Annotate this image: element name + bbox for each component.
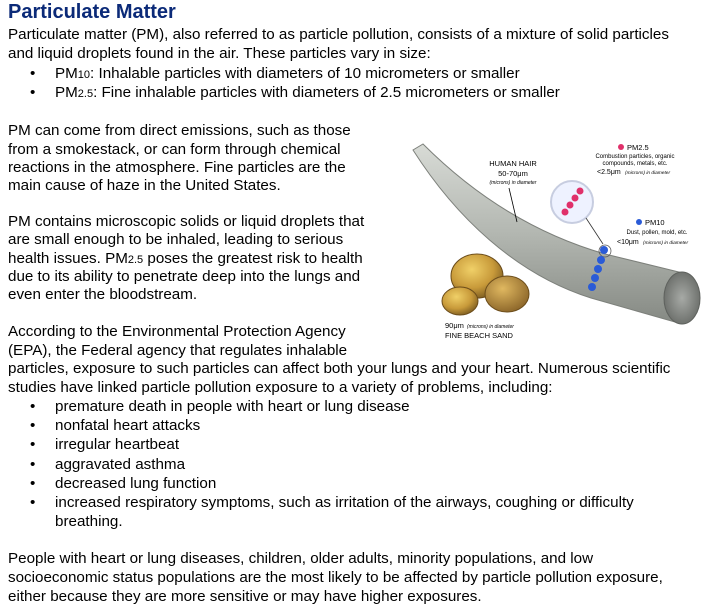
paragraph-line: People with heart or lung diseases, children, older adults, minority populations, and low xyxy=(8,550,594,567)
pm-subscript: 2.5 xyxy=(127,254,144,266)
pm10-particle xyxy=(591,274,599,282)
paragraph-line: either because they are more sensitive or may have higher exposures. xyxy=(8,588,482,605)
particle-size-illustration xyxy=(405,136,715,346)
intro-line-1: Particulate matter (PM), also referred to as particle pollution, consists of a mixture of solid particles xyxy=(8,26,669,43)
pm10-particle xyxy=(594,265,602,273)
paragraph-line: are small enough to be inhaled, leading to serious xyxy=(8,231,344,248)
hair-cross-section xyxy=(664,272,700,324)
paragraph-line: PM contains microscopic solids or liquid droplets that xyxy=(8,213,365,230)
pm25-particle xyxy=(567,202,574,209)
pm10-label-desc: Dust, pollen, mold, etc. xyxy=(626,230,688,236)
text-fragment: health issues. PM xyxy=(8,250,128,267)
sand-label-title: FINE BEACH SAND xyxy=(445,331,513,340)
pm10-label-size: <10μm xyxy=(617,239,639,246)
paragraph-line: reactions in the atmosphere. Fine particles are the xyxy=(8,159,346,176)
pm10-dot-icon xyxy=(636,219,642,225)
paragraph-line: socioeconomic status populations are the most likely to be affected by particle pollution exposure, xyxy=(8,569,663,586)
hair-label-size: 50-70μm xyxy=(498,169,528,178)
intro-line-2: and liquid droplets found in the air. These particles vary in size: xyxy=(8,45,431,62)
pm25-label-unit: (microns) in diameter xyxy=(625,171,671,176)
pm10-particle xyxy=(600,246,608,254)
pm-subscript: 10 xyxy=(77,69,91,81)
pm-label: PM xyxy=(55,84,78,101)
pm-label: PM xyxy=(55,65,78,82)
pm25-label-size: <2.5μm xyxy=(597,169,621,176)
list-item-text: nonfatal heart attacks xyxy=(55,417,201,434)
pm25-particle xyxy=(577,188,584,195)
magnifier-pointer-line xyxy=(586,218,603,244)
pm-subscript: 2.5 xyxy=(77,88,94,100)
paragraph-line: due to its ability to penetrate deep into the lungs and xyxy=(8,268,361,285)
pm10-label-unit: (microns) in diameter xyxy=(643,241,689,246)
list-item-text: irregular heartbeat xyxy=(55,436,180,453)
pm10-particle xyxy=(597,256,605,264)
paragraph-line: studies have linked particle pollution exposure to a variety of problems, including: xyxy=(8,379,553,396)
list-item-text: aggravated asthma xyxy=(55,456,186,473)
paragraph-line: According to the Environmental Protection Agency xyxy=(8,323,346,340)
paragraph-line: particles, exposure to such particles can affect both your lungs and your heart. Numerous scientific xyxy=(8,360,671,377)
page-title: Particulate Matter xyxy=(8,1,176,23)
pm25-particle xyxy=(572,195,579,202)
sand-grain xyxy=(442,287,478,315)
list-item-text: decreased lung function xyxy=(55,475,217,492)
paragraph-line: PM can come from direct emissions, such as those xyxy=(8,122,351,139)
pm25-dot-icon xyxy=(618,144,624,150)
sand-label-size: 90μm xyxy=(445,321,464,330)
pm25-label-desc-2: compounds, metals, etc. xyxy=(602,161,668,167)
hair-label-unit: (microns) in diameter xyxy=(489,180,537,186)
paragraph-line: from a smokestack, or can form through chemical xyxy=(8,141,341,158)
paragraph-line: (EPA), the Federal agency that regulates inhalable xyxy=(8,342,348,359)
pm10-particle xyxy=(588,283,596,291)
list-item-continuation: breathing. xyxy=(55,513,123,530)
sand-label-unit: (microns) in diameter xyxy=(467,324,514,330)
list-item-text: increased respiratory symptoms, such as irritation of the airways, coughing or difficulty xyxy=(55,494,634,511)
text-fragment: poses the greatest risk to health xyxy=(143,250,363,267)
hair-label-title: HUMAN HAIR xyxy=(489,159,537,168)
size-description: : Inhalable particles with diameters of 10 micrometers or smaller xyxy=(90,65,520,82)
pm25-label-desc-1: Combustion particles, organic xyxy=(595,154,675,160)
pm25-magnifier xyxy=(551,181,593,223)
paragraph-line: even enter the bloodstream. xyxy=(8,286,198,303)
size-description: : Fine inhalable particles with diameters of 2.5 micrometers or smaller xyxy=(93,84,560,101)
pm25-particle xyxy=(562,209,569,216)
pm10-label-title: PM10 xyxy=(645,218,665,227)
pm25-label-title: PM2.5 xyxy=(627,143,649,152)
paragraph-line: main cause of haze in the United States. xyxy=(8,177,281,194)
sand-grain xyxy=(485,276,529,312)
list-item-text: premature death in people with heart or lung disease xyxy=(55,398,410,415)
